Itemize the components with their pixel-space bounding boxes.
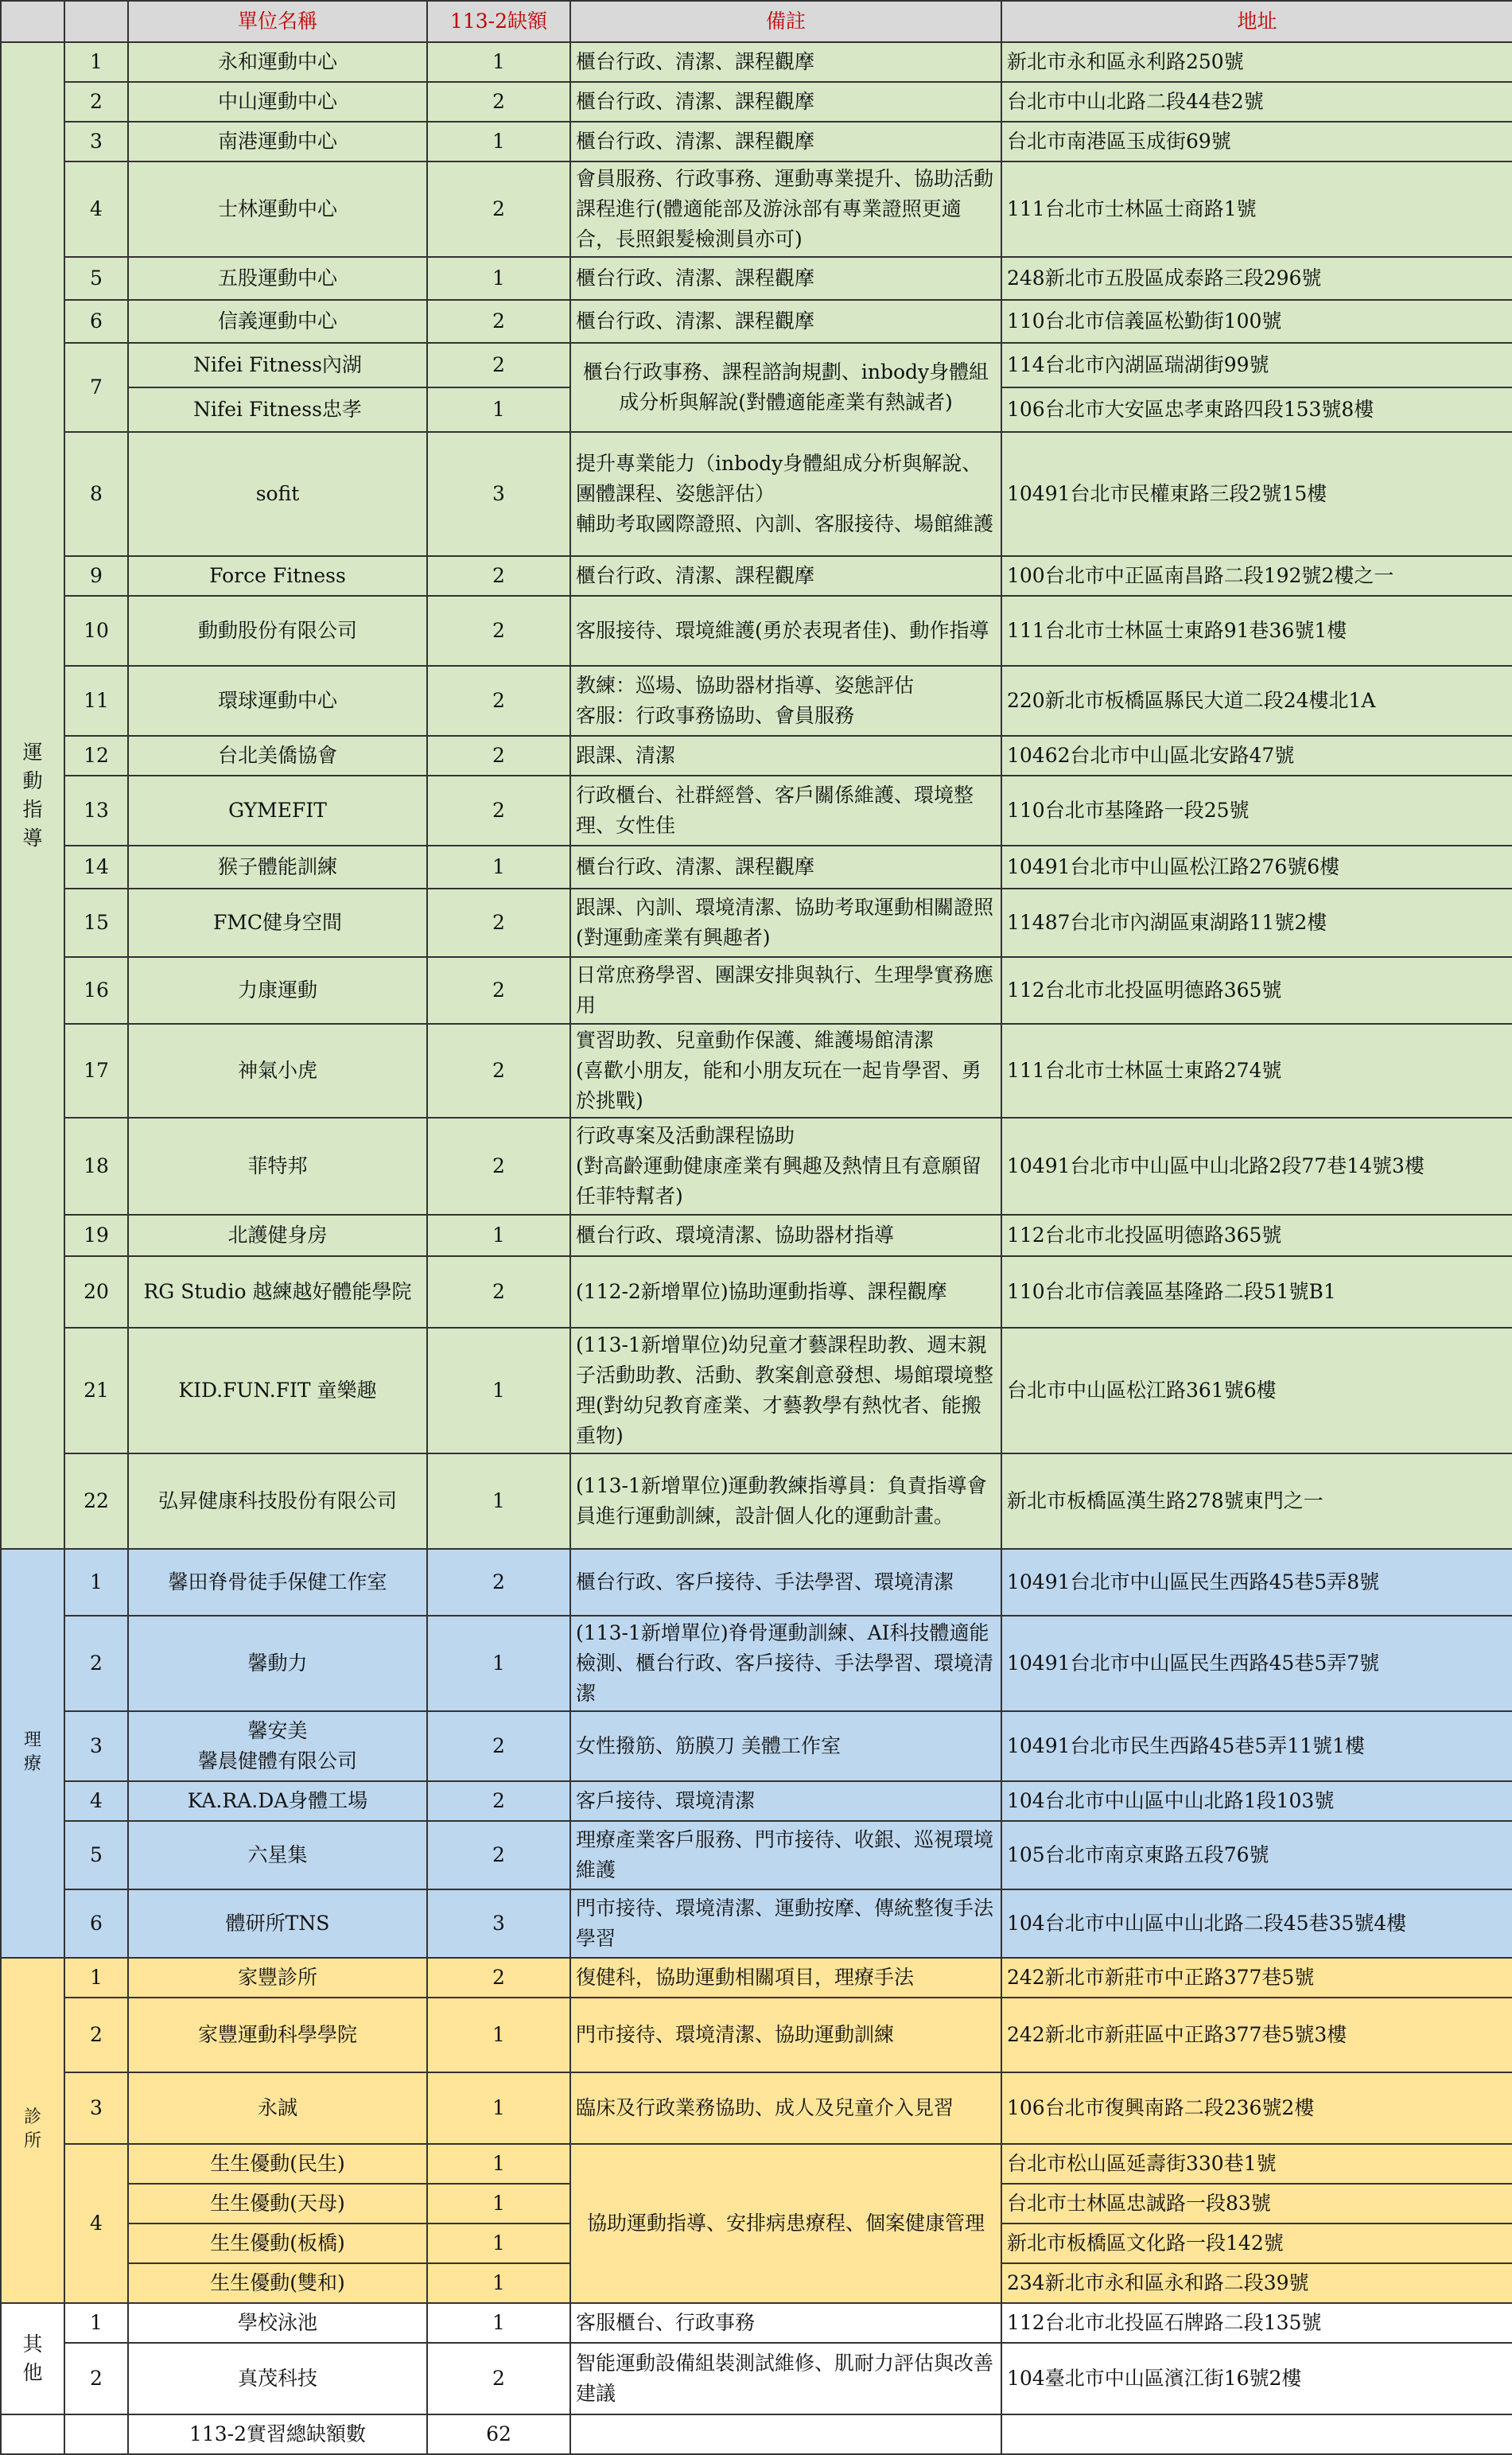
note: 跟課、內訓、環境清潔、協助考取運動相關證照(對運動產業有興趣者) <box>570 889 1001 957</box>
table-row <box>1 666 1512 736</box>
table-row <box>1 1215 1512 1256</box>
quota: 2 <box>427 2343 570 2414</box>
table-row <box>1 776 1512 846</box>
row-number: 3 <box>64 1711 128 1781</box>
unit-name: 生生優動(雙和) <box>128 2263 427 2303</box>
table-row <box>1 846 1512 889</box>
table-row <box>1 1328 1512 1453</box>
note: (113-1新增單位)脊骨運動訓練、AI科技體適能檢測、櫃台行政、客戶接待、手法學習、環境清潔 <box>570 1616 1001 1711</box>
quota: 2 <box>427 889 570 957</box>
unit-name: 永和運動中心 <box>128 42 427 82</box>
note: 日常庶務學習、團課安排與執行、生理學實務應用 <box>570 957 1001 1024</box>
address: 新北市永和區永利路250號 <box>1001 42 1512 82</box>
table-row <box>1 257 1512 300</box>
table-row <box>1 2072 1512 2144</box>
note: 行政櫃台、社群經營、客戶關係維護、環境整理、女性佳 <box>570 776 1001 846</box>
quota: 2 <box>427 776 570 846</box>
note <box>570 1024 1001 1118</box>
quota: 2 <box>427 736 570 776</box>
unit-name: KID.FUN.FIT 童樂趣 <box>128 1328 427 1453</box>
note: 櫃台行政、客戶接待、手法學習、環境清潔 <box>570 1549 1001 1616</box>
quota: 2 <box>427 556 570 596</box>
table-row <box>1 2303 1512 2343</box>
row-number: 18 <box>64 1118 128 1215</box>
row-number: 12 <box>64 736 128 776</box>
unit-name: 中山運動中心 <box>128 82 427 122</box>
unit-name: 體研所TNS <box>128 1889 427 1958</box>
address: 10491台北市民權東路三段2號15樓 <box>1001 432 1512 556</box>
quota: 2 <box>427 300 570 343</box>
note-line: 客服：行政事務協助、會員服務 <box>576 704 855 727</box>
note: 櫃台行政、清潔、課程觀摩 <box>570 257 1001 300</box>
address: 248新北市五股區成泰路三段296號 <box>1001 257 1512 300</box>
quota: 1 <box>427 42 570 82</box>
total-label: 113-2實習總缺額數 <box>128 2414 427 2454</box>
address: 10491台北市民生西路45巷5弄11號1樓 <box>1001 1711 1512 1781</box>
total-blank <box>570 2414 1001 2454</box>
note: 復健科，協助運動相關項目，理療手法 <box>570 1958 1001 1998</box>
quota: 1 <box>427 1453 570 1549</box>
unit-name: 家豐運動科學學院 <box>128 1998 427 2072</box>
header-note: 備註 <box>570 1 1001 42</box>
row-number: 21 <box>64 1328 128 1453</box>
address: 台北市中山區松江路361號6樓 <box>1001 1328 1512 1453</box>
table-row <box>1 2343 1512 2414</box>
quota: 2 <box>427 1711 570 1781</box>
unit-name: 動動股份有限公司 <box>128 596 427 666</box>
unit-name-line: 馨晨健體有限公司 <box>197 1749 357 1772</box>
unit-name: Nifei Fitness忠孝 <box>128 387 427 432</box>
unit-name: 菲特邦 <box>128 1118 427 1215</box>
unit-name: 環球運動中心 <box>128 666 427 736</box>
quota: 2 <box>427 1118 570 1215</box>
address: 新北市板橋區文化路一段142號 <box>1001 2224 1512 2263</box>
quota: 1 <box>427 2184 570 2224</box>
quota: 1 <box>427 1998 570 2072</box>
row-number: 13 <box>64 776 128 846</box>
table-row <box>1 82 1512 122</box>
address: 110台北市信義區松勤街100號 <box>1001 300 1512 343</box>
row-number: 16 <box>64 957 128 1024</box>
row-number: 17 <box>64 1024 128 1118</box>
note: 櫃台行政、清潔、課程觀摩 <box>570 42 1001 82</box>
quota: 2 <box>427 1024 570 1118</box>
row-number: 5 <box>64 1821 128 1889</box>
unit-name: FMC健身空間 <box>128 889 427 957</box>
quota: 1 <box>427 387 570 432</box>
address: 10491台北市中山區中山北路2段77巷14號3樓 <box>1001 1118 1512 1215</box>
row-number: 2 <box>64 1616 128 1711</box>
table-row <box>1 1256 1512 1328</box>
note-line: (對高齡運動健康產業有興趣及熱情且有意願留任菲特幫者) <box>576 1154 981 1208</box>
address: 234新北市永和區永和路二段39號 <box>1001 2263 1512 2303</box>
unit-name <box>128 1711 427 1781</box>
table-row <box>1 1616 1512 1711</box>
unit-name: sofit <box>128 432 427 556</box>
address: 114台北市內湖區瑞湖街99號 <box>1001 343 1512 387</box>
table-row <box>1 42 1512 82</box>
quota: 2 <box>427 1256 570 1328</box>
unit-name: 信義運動中心 <box>128 300 427 343</box>
row-number: 15 <box>64 889 128 957</box>
table-row <box>1 1998 1512 2072</box>
row-number: 7 <box>64 343 128 432</box>
total-blank <box>1 2414 64 2454</box>
note: (112-2新增單位)協助運動指導、課程觀摩 <box>570 1256 1001 1328</box>
table-row <box>1 343 1512 387</box>
row-number: 14 <box>64 846 128 889</box>
note-line: 教練：巡場、協助器材指導、姿態評估 <box>576 674 915 697</box>
unit-name-line: 馨安美 <box>247 1719 308 1742</box>
unit-name: 真茂科技 <box>128 2343 427 2414</box>
address: 10491台北市中山區民生西路45巷5弄7號 <box>1001 1616 1512 1711</box>
note: 客服接待、環境維護(勇於表現者佳)、動作指導 <box>570 596 1001 666</box>
table-row <box>1 1781 1512 1821</box>
table-row <box>1 596 1512 666</box>
note: 門市接待、環境清潔、運動按摩、傳統整復手法學習 <box>570 1889 1001 1958</box>
address: 242新北市新莊市中正路377巷5號 <box>1001 1958 1512 1998</box>
row-number: 4 <box>64 161 128 257</box>
unit-name: 學校泳池 <box>128 2303 427 2343</box>
quota: 1 <box>427 1328 570 1453</box>
address: 112台北市北投區明德路365號 <box>1001 1215 1512 1256</box>
address: 110台北市信義區基隆路二段51號B1 <box>1001 1256 1512 1328</box>
unit-name: Nifei Fitness內湖 <box>128 343 427 387</box>
row-number: 2 <box>64 2343 128 2414</box>
address: 112台北市北投區明德路365號 <box>1001 957 1512 1024</box>
unit-name: 士林運動中心 <box>128 161 427 257</box>
total-blank <box>1001 2414 1512 2454</box>
address: 台北市南港區玉成街69號 <box>1001 122 1512 161</box>
unit-name: 台北美僑協會 <box>128 736 427 776</box>
table-row <box>1 300 1512 343</box>
quota: 2 <box>427 1821 570 1889</box>
total-value: 62 <box>427 2414 570 2454</box>
unit-name: 南港運動中心 <box>128 122 427 161</box>
note: 理療產業客戶服務、門市接待、收銀、巡視環境維護 <box>570 1821 1001 1889</box>
address: 10462台北市中山區北安路47號 <box>1001 736 1512 776</box>
note: (113-1新增單位)運動教練指導員：負責指導會員進行運動訓練，設計個人化的運動計畫。 <box>570 1453 1001 1549</box>
note: 櫃台行政、環境清潔、協助器材指導 <box>570 1215 1001 1256</box>
table-row <box>1 1958 1512 1998</box>
row-number: 3 <box>64 2072 128 2144</box>
quota: 1 <box>427 2224 570 2263</box>
table-row <box>1 1024 1512 1118</box>
row-number: 9 <box>64 556 128 596</box>
row-number: 6 <box>64 1889 128 1958</box>
note <box>570 666 1001 736</box>
category-therapy: 理療 <box>1 1549 64 1958</box>
address: 新北市板橋區漢生路278號東門之一 <box>1001 1453 1512 1549</box>
quota: 2 <box>427 1958 570 1998</box>
quota: 2 <box>427 957 570 1024</box>
row-number: 10 <box>64 596 128 666</box>
address: 100台北市中正區南昌路二段192號2樓之一 <box>1001 556 1512 596</box>
address: 台北市中山北路二段44巷2號 <box>1001 82 1512 122</box>
note <box>570 432 1001 556</box>
note: 櫃台行政、清潔、課程觀摩 <box>570 556 1001 596</box>
address: 10491台北市中山區松江路276號6樓 <box>1001 846 1512 889</box>
quota: 2 <box>427 596 570 666</box>
note: 門市接待、環境清潔、協助運動訓練 <box>570 1998 1001 2072</box>
unit-name: 力康運動 <box>128 957 427 1024</box>
quota: 1 <box>427 846 570 889</box>
total-blank <box>64 2414 128 2454</box>
quota: 2 <box>427 161 570 257</box>
unit-name: GYMEFIT <box>128 776 427 846</box>
table-row <box>1 957 1512 1024</box>
unit-name: 生生優動(天母) <box>128 2184 427 2224</box>
address: 110台北市基隆路一段25號 <box>1001 776 1512 846</box>
row-number: 19 <box>64 1215 128 1256</box>
note: 會員服務、行政事務、運動專業提升、協助活動課程進行(體適能部及游泳部有專業證照更適合，長照銀髮檢測員亦可) <box>570 161 1001 257</box>
row-number: 11 <box>64 666 128 736</box>
table-row <box>1 1889 1512 1958</box>
address: 106台北市復興南路二段236號2樓 <box>1001 2072 1512 2144</box>
address: 台北市士林區忠誠路一段83號 <box>1001 2184 1512 2224</box>
quota: 1 <box>427 2263 570 2303</box>
note: 臨床及行政業務協助、成人及兒童介入見習 <box>570 2072 1001 2144</box>
note-line: 提升專業能力（inbody身體組成分析與解說、團體課程、姿態評估） <box>576 452 982 505</box>
total-row <box>1 2414 1512 2454</box>
header-address: 地址 <box>1001 1 1512 42</box>
address: 242新北市新莊區中正路377巷5號3樓 <box>1001 1998 1512 2072</box>
address: 111台北市士林區士東路91巷36號1樓 <box>1001 596 1512 666</box>
note-line: 輔助考取國際證照、內訓、客服接待、場館維護 <box>576 512 994 535</box>
address: 220新北市板橋區縣民大道二段24樓北1A <box>1001 666 1512 736</box>
note: 櫃台行政、清潔、課程觀摩 <box>570 122 1001 161</box>
unit-name: 神氣小虎 <box>128 1024 427 1118</box>
category-sport: 運動指導 <box>1 42 64 1549</box>
header-blank-2 <box>64 1 128 42</box>
note-line: 行政專案及活動課程協助 <box>576 1124 795 1147</box>
address: 104臺北市中山區濱江街16號2樓 <box>1001 2343 1512 2414</box>
table-row <box>1 1118 1512 1215</box>
unit-name: RG Studio 越練越好體能學院 <box>128 1256 427 1328</box>
note: 協助運動指導、安排病患療程、個案健康管理 <box>570 2144 1001 2303</box>
table-row <box>1 556 1512 596</box>
quota: 2 <box>427 666 570 736</box>
quota: 3 <box>427 432 570 556</box>
unit-name: 馨田脊骨徒手保健工作室 <box>128 1549 427 1616</box>
table-row <box>1 161 1512 257</box>
header-quota: 113-2缺額 <box>427 1 570 42</box>
row-number: 1 <box>64 1958 128 1998</box>
note: 櫃台行政事務、課程諮詢規劃、inbody身體組成分析與解說(對體適能產業有熱誠者) <box>570 343 1001 432</box>
table-row <box>1 1821 1512 1889</box>
unit-name: 馨動力 <box>128 1616 427 1711</box>
table-row <box>1 1711 1512 1781</box>
note-line: 實習助教、兒童動作保護、維護場館清潔 <box>576 1029 935 1052</box>
unit-name: 永誠 <box>128 2072 427 2144</box>
quota: 1 <box>427 2072 570 2144</box>
row-number: 2 <box>64 1998 128 2072</box>
quota: 1 <box>427 257 570 300</box>
header-row <box>1 1 1512 42</box>
quota: 1 <box>427 1616 570 1711</box>
row-number: 1 <box>64 42 128 82</box>
note-line: (喜歡小朋友，能和小朋友玩在一起肯學習、勇於挑戰) <box>576 1059 981 1112</box>
address: 104台北市中山區中山北路1段103號 <box>1001 1781 1512 1821</box>
address: 台北市松山區延壽街330巷1號 <box>1001 2144 1512 2184</box>
table-row <box>1 1549 1512 1616</box>
note: 客服櫃台、行政事務 <box>570 2303 1001 2343</box>
table-row <box>1 889 1512 957</box>
row-number: 4 <box>64 2144 128 2303</box>
header-name: 單位名稱 <box>128 1 427 42</box>
category-clinic: 診所 <box>1 1958 64 2303</box>
row-number: 6 <box>64 300 128 343</box>
quota: 2 <box>427 1549 570 1616</box>
address: 10491台北市中山區民生西路45巷5弄8號 <box>1001 1549 1512 1616</box>
quota: 2 <box>427 1781 570 1821</box>
row-number: 4 <box>64 1781 128 1821</box>
header-blank-1 <box>1 1 64 42</box>
note: (113-1新增單位)幼兒童才藝課程助教、週末親子活動助教、活動、教案創意發想、場館環境整理(對幼兒教育產業、才藝教學有熱忱者、能搬重物) <box>570 1328 1001 1453</box>
row-number: 8 <box>64 432 128 556</box>
row-number: 2 <box>64 82 128 122</box>
note <box>570 1118 1001 1215</box>
table-row <box>1 432 1512 556</box>
table-row <box>1 2144 1512 2184</box>
unit-name: 生生優動(板橋) <box>128 2224 427 2263</box>
quota: 1 <box>427 2144 570 2184</box>
unit-name: 家豐診所 <box>128 1958 427 1998</box>
row-number: 1 <box>64 2303 128 2343</box>
quota: 2 <box>427 82 570 122</box>
note: 客戶接待、環境清潔 <box>570 1781 1001 1821</box>
quota: 2 <box>427 343 570 387</box>
address: 111台北市士林區士商路1號 <box>1001 161 1512 257</box>
note: 櫃台行政、清潔、課程觀摩 <box>570 846 1001 889</box>
table-row <box>1 122 1512 161</box>
row-number: 20 <box>64 1256 128 1328</box>
address: 104台北市中山區中山北路二段45巷35號4樓 <box>1001 1889 1512 1958</box>
row-number: 3 <box>64 122 128 161</box>
note: 櫃台行政、清潔、課程觀摩 <box>570 300 1001 343</box>
address: 11487台北市內湖區東湖路11號2樓 <box>1001 889 1512 957</box>
unit-name: KA.RA.DA身體工場 <box>128 1781 427 1821</box>
quota: 1 <box>427 122 570 161</box>
note: 女性撥筋、筋膜刀 美體工作室 <box>570 1711 1001 1781</box>
category-other: 其他 <box>1 2303 64 2414</box>
address: 105台北市南京東路五段76號 <box>1001 1821 1512 1889</box>
note: 智能運動設備組裝測試維修、肌耐力評估與改善建議 <box>570 2343 1001 2414</box>
note: 櫃台行政、清潔、課程觀摩 <box>570 82 1001 122</box>
address: 111台北市士林區士東路274號 <box>1001 1024 1512 1118</box>
table-row <box>1 1453 1512 1549</box>
quota: 3 <box>427 1889 570 1958</box>
address: 106台北市大安區忠孝東路四段153號8樓 <box>1001 387 1512 432</box>
address: 112台北市北投區石牌路二段135號 <box>1001 2303 1512 2343</box>
unit-name: 五股運動中心 <box>128 257 427 300</box>
quota: 1 <box>427 2303 570 2343</box>
unit-name: 北護健身房 <box>128 1215 427 1256</box>
note: 跟課、清潔 <box>570 736 1001 776</box>
unit-name: 弘昇健康科技股份有限公司 <box>128 1453 427 1549</box>
row-number: 22 <box>64 1453 128 1549</box>
row-number: 5 <box>64 257 128 300</box>
unit-name: 六星集 <box>128 1821 427 1889</box>
unit-name: 生生優動(民生) <box>128 2144 427 2184</box>
quota: 1 <box>427 1215 570 1256</box>
table-row <box>1 736 1512 776</box>
unit-name: 猴子體能訓練 <box>128 846 427 889</box>
unit-name: Force Fitness <box>128 556 427 596</box>
row-number: 1 <box>64 1549 128 1616</box>
